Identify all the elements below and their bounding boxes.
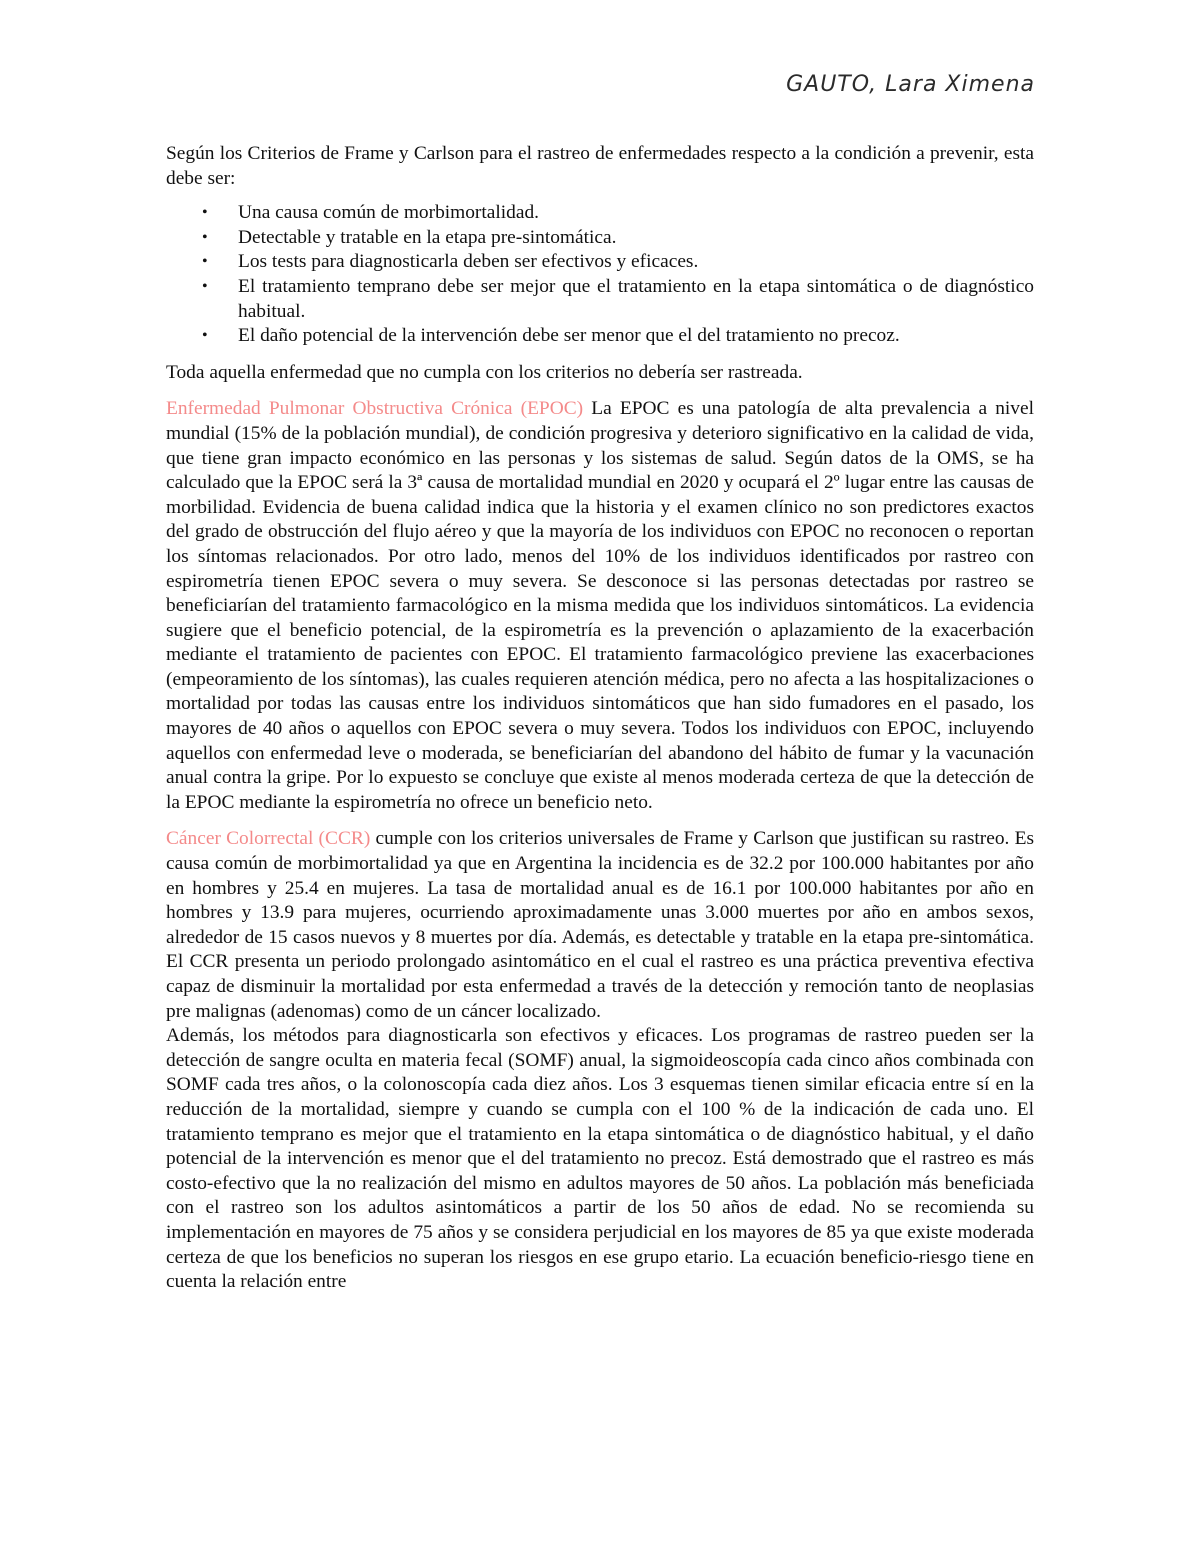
bullet-icon: •: [202, 277, 208, 295]
bullet-icon: •: [202, 327, 208, 345]
author-header: GAUTO, Lara Ximena: [786, 72, 1035, 97]
intro-paragraph: Según los Criterios de Frame y Carlson para el rastreo de enfermedades respecto a la condición a prevenir, esta debe ser:: [166, 143, 1034, 189]
ccr-continuation-paragraph: Además, los métodos para diagnosticarla son efectivos y eficaces. Los programas de rastreo pueden ser la detección de sangre oculta en materia fecal (SOMF) anual, la sigmoideoscopía cada cinco años combinada con SOMF cada tres años, o la colonoscopía cada diez años. Los 3 esquemas tienen similar eficacia entre sí en la reducción de la mortalidad, siempre y cuando se cumpla con el 100 % de la indicación de cada uno. El tratamiento temprano es mejor que el tratamiento en la etapa sintomática o de diagnóstico habitual, y el daño potencial de la intervención es menor que el del tratamiento no precoz. Está demostrado que el rastreo es más costo-efectivo que la no realización del mismo en adultos mayores de 50 años. La población más beneficiada con el rastreo son los adultos asintomáticos a partir de los 50 años de edad. No se recomienda su implementación en mayores de 75 años y se considera perjudicial en los mayores de 85 ya que existe moderada certeza de que los beneficios no superan los riesgos en ese grupo etario. La ecuación beneficio-riesgo tiene en cuenta la relación entre: [166, 1025, 1034, 1293]
list-item: [166, 275, 1034, 324]
bullet-icon: •: [202, 253, 208, 271]
epoc-body: La EPOC es una patología de alta prevalencia a nivel mundial (15% de la población mundial), de condición progresiva y deterioro significativo en la calidad de vida, que tiene gran impacto económico en las personas y los sistemas de salud. Según datos de la OMS, se ha calculado que la EPOC será la 3ª causa de mortalidad mundial en 2020 y ocupará el 2º lugar entre las causas de morbilidad. Evidencia de buena calidad indica que la historia y el examen clínico no son predictores exactos del grado de obstrucción del flujo aéreo y que la mayoría de los individuos con EPOC no reconocen o reportan los síntomas relacionados. Por otro lado, menos del 10% de los individuos identificados por rastreo con espirometría tienen EPOC severa o muy severa. Se desconoce si las personas detectadas por rastreo se beneficiarían del tratamiento farmacológico en la misma medida que los individuos sintomáticos. La evidencia sugiere que el beneficio potencial, de la espirometría es la prevención o aplazamiento de la exacerbación mediante el tratamiento de pacientes con EPOC. El tratamiento farmacológico previene las exacerbaciones (empeoramiento de los síntomas), las cuales requieren atención médica, pero no afecta a las hospitalizaciones o mortalidad por todas las causas entre los individuos sintomáticos que han sido fumadores en el pasado, los mayores de 40 años o aquellos con EPOC severa o muy severa. Todos los individuos con EPOC, incluyendo aquellos con enfermedad leve o moderada, se beneficiarían del abandono del hábito de fumar y la vacunación anual contra la gripe. Por lo expuesto se concluye que existe al menos moderada certeza de que la detección de la EPOC mediante la espirometría no ofrece un beneficio neto.: [166, 398, 1034, 813]
list-item-text: El tratamiento temprano debe ser mejor que el tratamiento en la etapa sintomática o de diagnóstico habitual.: [238, 275, 1034, 322]
list-item: [166, 324, 1034, 349]
closing-paragraph: Toda aquella enfermedad que no cumpla con los criterios no debería ser rastreada.: [166, 361, 803, 383]
list-item-text: Los tests para diagnosticarla deben ser efectivos y eficaces.: [238, 251, 699, 273]
ccr-section: [166, 827, 1034, 1024]
list-item-text: Detectable y tratable en la etapa pre-sintomática.: [238, 226, 617, 248]
bullet-icon: •: [202, 204, 208, 222]
list-item: [166, 226, 1034, 251]
epoc-title: Enfermedad Pulmonar Obstructiva Crónica (EPOC): [166, 398, 584, 420]
ccr-title: Cáncer Colorrectal (CCR): [166, 828, 371, 850]
bullet-icon: •: [202, 228, 208, 246]
epoc-section: [166, 397, 1034, 815]
list-item: [166, 201, 1034, 226]
list-item-text: El daño potencial de la intervención debe ser menor que el del tratamiento no precoz.: [238, 325, 900, 347]
ccr-body: cumple con los criterios universales de Frame y Carlson que justifican su rastreo. Es causa común de morbimortalidad ya que en Argentina la incidencia es de 32.2 por 100.000 habitantes por año en hombres y 25.4 en mujeres. La tasa de mortalidad anual es de 16.1 por 100.000 habitantes por año en hombres y 13.9 para mujeres, ocurriendo aproximadamente unas 3.000 muertes por año en ambos sexos, alrededor de 15 casos nuevos y 8 muertes por día. Además, es detectable y tratable en la etapa pre-sintomática. El CCR presenta un periodo prolongado asintomático en el cual el rastreo es una práctica preventiva efectiva capaz de disminuir la mortalidad por esta enfermedad a través de la detección y remoción tanto de neoplasias pre malignas (adenomas) como de un cáncer localizado.: [166, 828, 1034, 1022]
list-item-text: Una causa común de morbimortalidad.: [238, 202, 539, 224]
criteria-list: [166, 201, 1034, 349]
list-item: [166, 250, 1034, 275]
document-body: [166, 142, 1034, 1295]
